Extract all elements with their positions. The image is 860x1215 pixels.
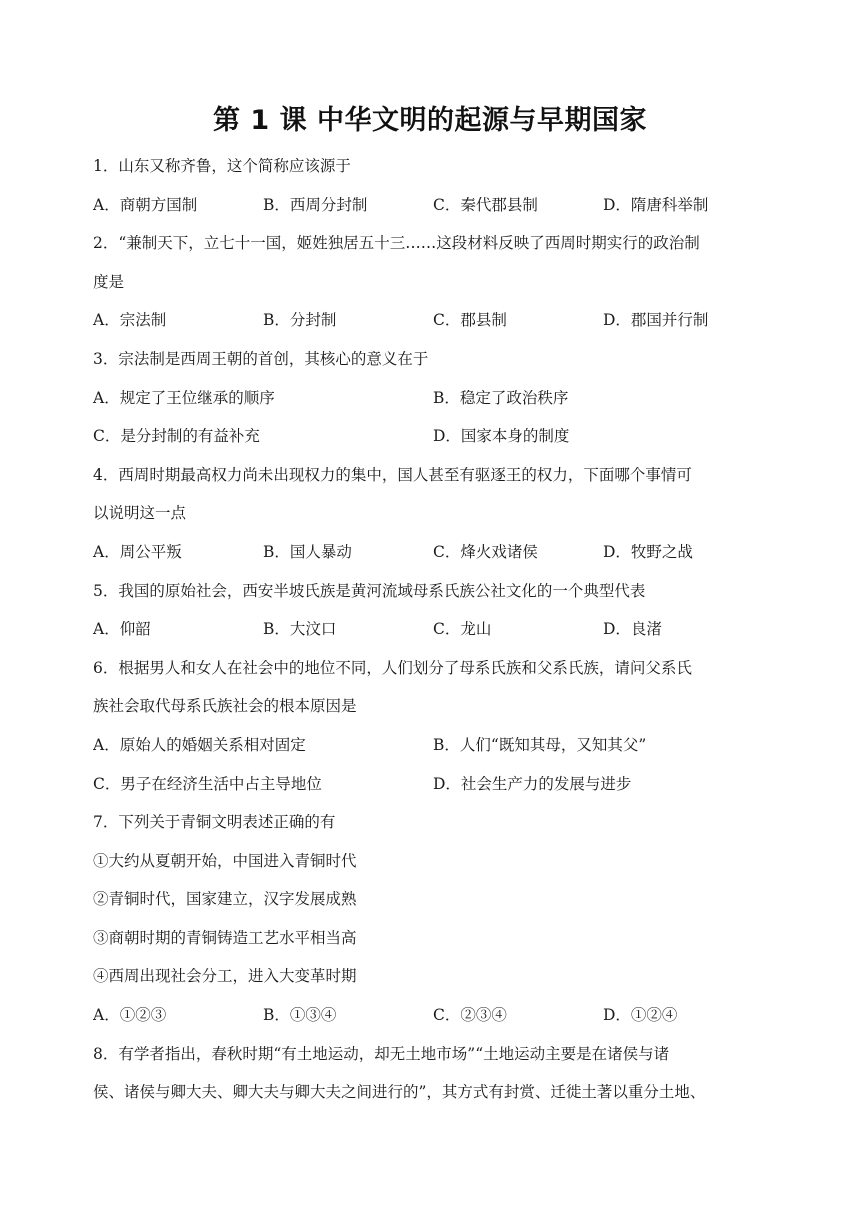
option-c: C．秦代郡县制 [433, 195, 538, 214]
option-a: A．仰韶 [93, 620, 151, 639]
question-7-statement-4: ④西周出现社会分工，进入大变革时期 [93, 967, 357, 986]
option-c: C．烽火戏诸侯 [433, 542, 538, 561]
option-d: D．国家本身的制度 [433, 427, 570, 446]
question-4-options [93, 533, 773, 572]
option-b: B．西周分封制 [263, 195, 368, 214]
question-4-stem-cont: 以说明这一点 [93, 504, 187, 523]
question-7-statement-3: ③商朝时期的青铜铸造工艺水平相当高 [93, 928, 357, 947]
question-5-options [93, 610, 773, 649]
question-7-statement-2: ②青铜时代，国家建立，汉字发展成熟 [93, 890, 357, 909]
option-d: D．隋唐科举制 [603, 195, 709, 214]
option-c: C．郡县制 [433, 311, 507, 330]
question-6-stem: 6．根据男人和女人在社会中的地位不同，人们划分了母系氏族和父系氏族，请问父系氏 [93, 658, 692, 677]
option-a: A．宗法制 [93, 311, 167, 330]
question-3-options-row2 [93, 417, 773, 456]
question-8-stem: 8．有学者指出，春秋时期“有土地运动，却无土地市场”“土地运动主要是在诸侯与诸 [93, 1044, 670, 1063]
option-a: A．①②③ [93, 1006, 167, 1025]
option-b: B．国人暴动 [263, 542, 352, 561]
option-b: B．大汶口 [263, 620, 337, 639]
question-2-stem-cont: 度是 [93, 272, 125, 291]
option-c: C．男子在经济生活中占主导地位 [93, 774, 322, 793]
option-d: D．良渚 [603, 620, 662, 639]
option-d: D．①②④ [603, 1006, 678, 1025]
question-4-stem: 4．西周时期最高权力尚未出现权力的集中，国人甚至有驱逐王的权力，下面哪个事情可 [93, 465, 692, 484]
option-d: D．牧野之战 [603, 542, 693, 561]
page-title: 第 1 课 中华文明的起源与早期国家 [213, 105, 647, 136]
option-a: A．规定了王位继承的顺序 [93, 388, 275, 407]
option-d: D．社会生产力的发展与进步 [433, 774, 632, 793]
question-2-stem: 2．“兼制天下，立七十一国，姬姓独居五十三……这段材料反映了西周时期实行的政治制 [93, 234, 700, 253]
option-c: C．龙山 [433, 620, 492, 639]
question-list [93, 147, 773, 1112]
question-6-options-row2 [93, 765, 773, 804]
question-5-stem: 5．我国的原始社会，西安半坡氏族是黄河流域母系氏族公社文化的一个典型代表 [93, 581, 646, 600]
option-b: B．分封制 [263, 311, 337, 330]
question-3-stem: 3．宗法制是西周王朝的首创，其核心的意义在于 [93, 349, 429, 368]
option-c: C．是分封制的有益补充 [93, 427, 260, 446]
question-2-options [93, 301, 773, 340]
option-a: A．原始人的婚姻关系相对固定 [93, 735, 306, 754]
question-7-statement-1: ①大约从夏朝开始，中国进入青铜时代 [93, 851, 357, 870]
question-1-stem: 1．山东又称齐鲁，这个简称应该源于 [93, 157, 351, 175]
option-c: C．②③④ [433, 1006, 507, 1025]
question-6-stem-cont: 族社会取代母系氏族社会的根本原因是 [93, 697, 357, 716]
question-8-stem-cont: 侯、诸侯与卿大夫、卿大夫与卿大夫之间进行的”，其方式有封赏、迁徙土著以重分土地、 [93, 1083, 706, 1102]
question-7-options [93, 996, 773, 1035]
option-a: A．周公平叛 [93, 542, 182, 561]
option-b: B．①③④ [263, 1006, 337, 1025]
option-a: A．商朝方国制 [93, 195, 198, 214]
question-6-options-row1 [93, 726, 773, 765]
question-3-options-row1 [93, 379, 773, 418]
option-b: B．人们“既知其母，又知其父” [433, 735, 647, 754]
question-7-stem: 7．下列关于青铜文明表述正确的有 [93, 813, 336, 832]
question-1-options [93, 186, 773, 225]
option-b: B．稳定了政治秩序 [433, 388, 569, 407]
option-d: D．郡国并行制 [603, 311, 709, 330]
